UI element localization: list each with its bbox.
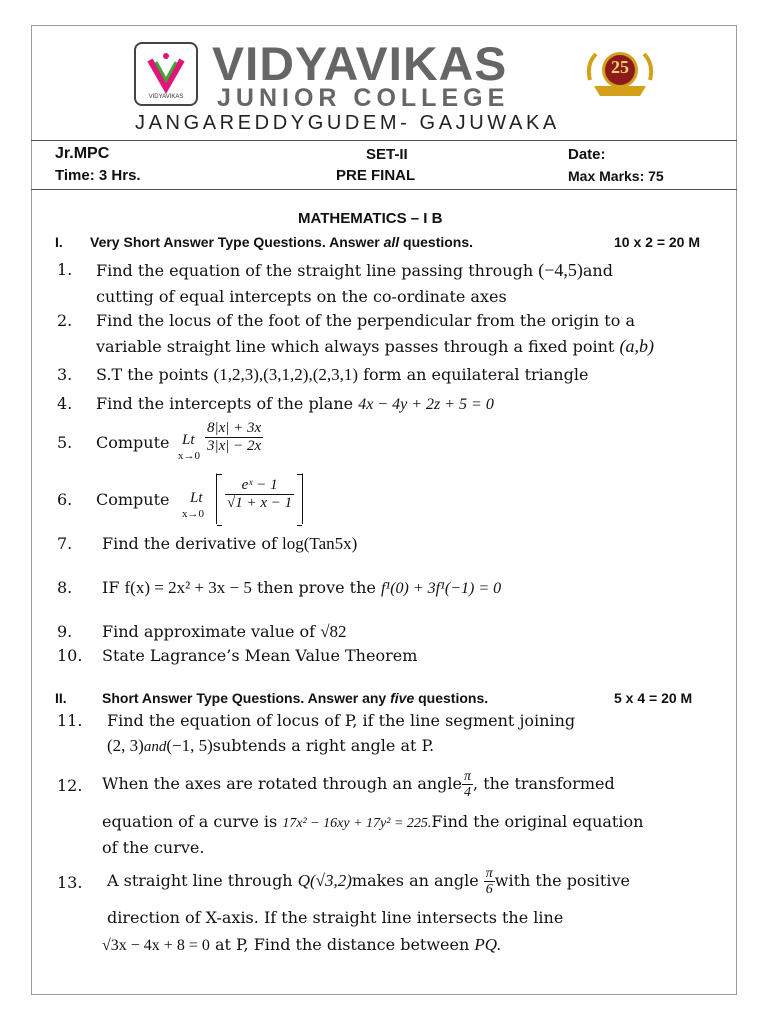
set-label: SET-II: [366, 146, 408, 163]
q8-math2: f¹(0) + 3f¹(−1) = 0: [380, 580, 502, 597]
q6-number: 6.: [57, 490, 73, 509]
q6-denominator: √1 + x − 1: [227, 494, 293, 511]
q3-line: [96, 365, 588, 385]
q12-math: 17x² − 16xy + 17y² = 225.: [282, 816, 432, 831]
q13-text: A straight line through: [107, 871, 298, 890]
q1-math: (−4,5): [538, 260, 583, 280]
q13-number: 13.: [57, 873, 83, 892]
q4-math: 4x − 4y + 2z + 5 = 0: [358, 396, 494, 413]
q13-fraction: [484, 866, 495, 898]
q4-number: 4.: [57, 394, 73, 413]
section-2-instruction-post: questions.: [414, 690, 489, 706]
exam-type: PRE FINAL: [336, 167, 416, 184]
date-label: Date:: [568, 146, 606, 163]
group-label: Jr.MPC: [55, 145, 110, 162]
q13-line3-end: PQ.: [474, 935, 502, 954]
q3-end: form an equilateral triangle: [358, 365, 589, 384]
q8-number: 8.: [57, 578, 73, 597]
q8-line: [102, 578, 501, 598]
q11-line1: Find the equation of locus of P, if the line segment joining: [107, 711, 576, 730]
q10-line: State Lagrance’s Mean Value Theorem: [102, 646, 418, 665]
q7-number: 7.: [57, 534, 73, 553]
header-divider: [31, 140, 737, 141]
q4-text: Find the intercepts of the plane: [96, 394, 359, 413]
section-1-instruction: [90, 234, 473, 250]
q3-number: 3.: [57, 365, 73, 384]
q13-line3-text: at P, Find the distance between: [209, 935, 475, 954]
section-2-instruction-pre: Short Answer Type Questions. Answer any: [102, 690, 391, 706]
q12-frac-num: π: [464, 768, 472, 784]
section-2-numeral: II.: [55, 690, 67, 706]
q13-mid: makes an angle: [351, 871, 484, 890]
q12-line3: of the curve.: [102, 838, 205, 857]
logo-caption: VIDYAVIKAS: [148, 94, 184, 100]
q5-numerator: 8|x| + 3x: [207, 420, 262, 436]
q6-sub: x→0: [182, 508, 204, 520]
section-1-instruction-post: questions.: [399, 234, 474, 250]
badge-number: 25: [611, 57, 629, 77]
q6-text: Compute: [96, 490, 170, 509]
q5-text: Compute: [96, 433, 170, 452]
q12-line2-end: Find the original equation: [431, 812, 644, 831]
q11-line2: [107, 736, 434, 756]
q13-frac-den: 6: [485, 882, 493, 897]
q12-text: When the axes are rotated through an angle: [102, 774, 462, 793]
q8-text: IF: [102, 578, 125, 597]
q12-line1: [102, 766, 615, 802]
section-2-instruction: [102, 690, 488, 706]
q5-lt: Lt: [182, 432, 195, 448]
section-2-instruction-em: five: [390, 690, 415, 706]
time-label: Time: 3 Hrs.: [55, 167, 141, 184]
q9-number: 9.: [57, 622, 73, 641]
section-1-marks: 10 x 2 = 20 M: [614, 234, 701, 250]
q1-end: and: [582, 261, 613, 280]
section-2-marks: 5 x 4 = 20 M: [614, 690, 693, 706]
subject-title: MATHEMATICS – I B: [298, 210, 443, 227]
q2-math: (a,b): [619, 336, 654, 356]
q2-text: variable straight line which always passes through a fixed point: [96, 337, 620, 356]
q13-math: Q(√3,2): [297, 871, 352, 890]
q8-mid: then prove the: [251, 578, 381, 597]
q13-frac-num: π: [485, 865, 493, 881]
q3-math: (1,2,3),(3,1,2),(2,3,1): [213, 365, 359, 384]
q12-line2: [102, 812, 643, 832]
q4-line: [96, 394, 494, 414]
q11-text: subtends a right angle at P.: [212, 736, 435, 755]
q12-end: , the transformed: [473, 774, 615, 793]
q5-denominator: 3|x| − 2x: [207, 437, 262, 454]
q2-line1: Find the locus of the foot of the perpendicular from the origin to a: [96, 311, 635, 330]
college-location: JANGAREDDYGUDEM- GAJUWAKA: [135, 112, 560, 134]
q7-math: log(Tan5x): [281, 534, 358, 553]
college-name: VIDYAVIKAS: [212, 37, 508, 90]
info-divider: [31, 189, 737, 190]
q11-and: and: [143, 739, 167, 755]
q1-number: 1.: [57, 260, 73, 279]
q13-line3-math: √3x − 4x + 8 = 0: [102, 937, 210, 954]
q13-end: with the positive: [494, 871, 630, 890]
q13-line1: [107, 863, 630, 899]
q1-line2: cutting of equal intercepts on the co-ordinate axes: [96, 287, 507, 306]
q12-frac-den: 4: [464, 785, 471, 800]
q3-text: S.T the points: [96, 365, 214, 384]
q6-lt: Lt: [190, 490, 203, 506]
anniversary-badge: [582, 46, 658, 102]
q12-fraction: [462, 769, 473, 801]
q13-line3: [102, 935, 501, 955]
q6-bracket: [216, 473, 303, 524]
q1-text: Find the equation of the straight line passing through: [96, 261, 539, 280]
q12-number: 12.: [57, 776, 83, 795]
q7-text: Find the derivative of: [102, 534, 282, 553]
section-1-instruction-pre: Very Short Answer Type Questions. Answer: [90, 234, 384, 250]
q6-numerator: eˣ − 1: [225, 477, 294, 495]
section-1-numeral: I.: [55, 234, 63, 250]
q7-line: [102, 534, 357, 554]
q11-number: 11.: [57, 711, 83, 730]
q5-number: 5.: [57, 433, 73, 452]
q9-line: [102, 622, 347, 642]
q9-text: Find approximate value of: [102, 622, 321, 641]
q2-number: 2.: [57, 311, 73, 330]
q13-line2: direction of X-axis. If the straight line intersects the line: [107, 908, 564, 927]
q10-number: 10.: [57, 646, 83, 665]
college-logo: [134, 42, 198, 106]
section-1-instruction-em: all: [383, 234, 400, 250]
q8-math1: f(x) = 2x² + 3x − 5: [124, 578, 252, 597]
q11-math2: (−1, 5): [166, 736, 213, 755]
q2-line2: [96, 336, 654, 357]
q1-line1: [96, 260, 613, 281]
max-marks: Max Marks: 75: [568, 168, 664, 184]
q12-line2-text: equation of a curve is: [102, 812, 283, 831]
q5-sub: x→0: [178, 450, 200, 462]
q11-math1: (2, 3): [107, 736, 144, 755]
college-subtitle: JUNIOR COLLEGE: [217, 84, 510, 112]
q5-fraction: [205, 420, 263, 454]
q9-math: √82: [320, 622, 347, 641]
